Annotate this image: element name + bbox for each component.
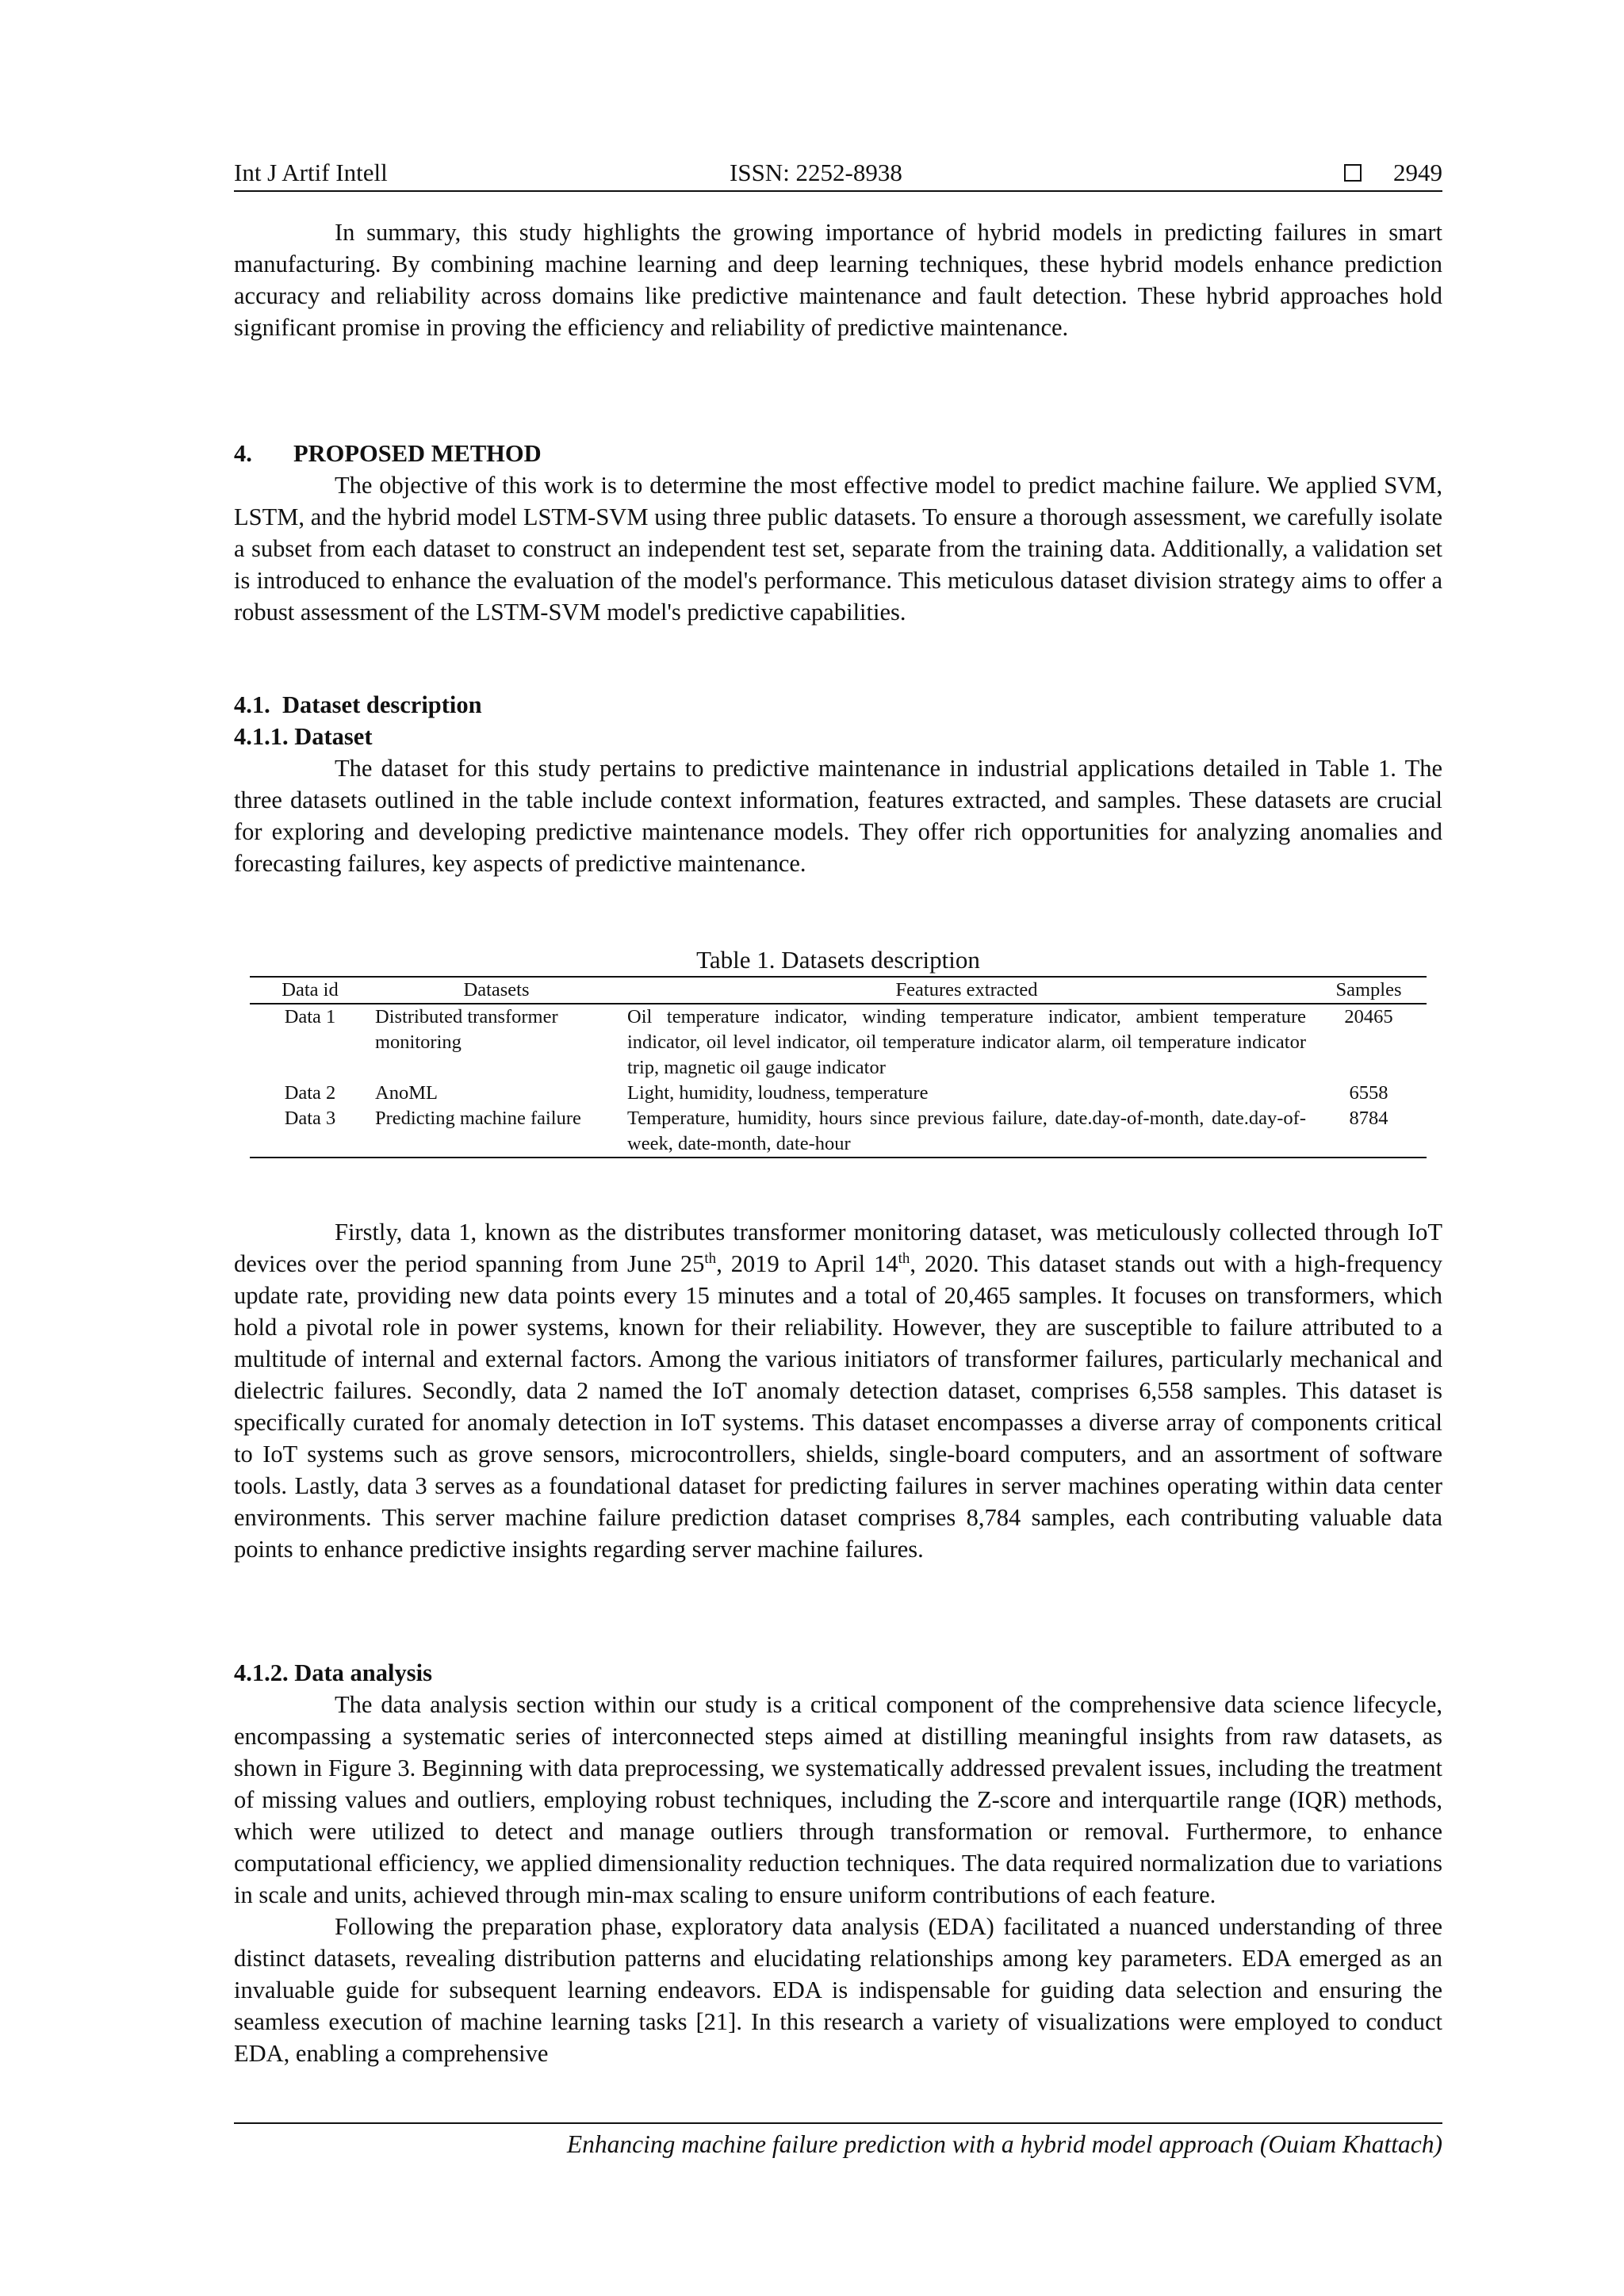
data-id-cell: Data 3 — [250, 1106, 370, 1158]
dataset-cell: AnoML — [375, 1082, 438, 1104]
section-4-1-2-paragraph-1: The data analysis section within our study is a critical component of the comprehensive data science lifecycle, encompassing a systematic series of interconnected steps aimed at distilling meaningful insights from raw datasets, as shown in Figure 3. Beginning with data preprocessing, we systematically addressed prevalent issues, including the treatment of missing values and outliers, employing robust techniques, including the Z-score and interquartile range (IQR) methods, which were utilized to detect and manage outliers through transformation or removal. Furthermore, to enhance computational efficiency, we applied dimensionality reduction techniques. The data required normalization due to variations in scale and units, achieved through min-max scaling to ensure uniform contributions of each feature. — [234, 1691, 1442, 1908]
issn: ISSN: 2252-8938 — [730, 159, 902, 186]
samples-cell: 8784 — [1311, 1106, 1427, 1158]
section-4-paragraph: The objective of this work is to determine the most effective model to predict machine failure. We applied SVM, LSTM, and the hybrid model LSTM-SVM using three public datasets. To ensure a thorough assessment, we carefully isolate a subset from each dataset to construct an independent test set, separate from the training data. Additionally, a validation set is introduced to enhance the evaluation of the model's performance. This meticulous dataset division strategy aims to offer a robust assessment of the LSTM-SVM model's predictive capabilities. — [234, 472, 1442, 626]
dataset-cell: Predicting machine failure — [370, 1106, 622, 1158]
running-footer: Enhancing machine failure prediction with a hybrid model approach (Ouiam Khattach) — [566, 2130, 1442, 2158]
footer-rule — [234, 2122, 1442, 2124]
header-rule — [234, 190, 1442, 192]
section-4-1 — [234, 689, 1442, 879]
column-header: Datasets — [370, 977, 622, 1004]
header-right — [1344, 155, 1442, 190]
page-number: 2949 — [1393, 159, 1442, 186]
table-row — [250, 1081, 1427, 1106]
section-4-1-1-heading: 4.1.1. Dataset — [234, 723, 373, 750]
data-id-cell: Data 2 — [284, 1082, 336, 1104]
section-4-1-2-heading: 4.1.2. Data analysis — [234, 1659, 432, 1686]
table-header-row — [250, 977, 1427, 1004]
running-header — [234, 155, 1442, 190]
datasets-narrative — [234, 1216, 1442, 1565]
column-header: Data id — [250, 977, 370, 1004]
section-4 — [234, 438, 1442, 628]
section-4-1-1-paragraph: The dataset for this study pertains to predictive maintenance in industrial applications detailed in Table 1. The three datasets outlined in the table include context information, features extracted, and samples. These datasets are crucial for exploring and developing predictive maintenance models. They offer rich opportunities for analyzing anomalies and forecasting failures, key aspects of predictive maintenance. — [234, 755, 1442, 877]
data-id-cell: Data 1 — [284, 1006, 336, 1027]
datasets-table — [250, 976, 1427, 1158]
square-box-icon — [1344, 164, 1362, 182]
summary-block — [234, 216, 1442, 343]
table-caption: Table 1. Datasets description — [696, 946, 980, 974]
summary-paragraph: In summary, this study highlights the growing importance of hybrid models in predicting failures in smart manufacturing. By combining machine learning and deep learning techniques, these hybrid models enhance prediction accuracy and reliability across domains like predictive maintenance and fault detection. These hybrid approaches hold significant promise in proving the efficiency and reliability of predictive maintenance. — [234, 219, 1442, 341]
features-cell: Temperature, humidity, hours since previous failure, date.day-of-month, date.day-of-week, date-month, date-hour — [622, 1106, 1311, 1158]
section-4-1-2 — [234, 1657, 1442, 2069]
section-4-heading: 4. PROPOSED METHOD — [234, 440, 542, 467]
section-4-1-heading: 4.1. Dataset description — [234, 691, 482, 718]
column-header: Features extracted — [622, 977, 1311, 1004]
table-row — [250, 1004, 1427, 1081]
column-header: Samples — [1311, 977, 1427, 1004]
samples-cell: 20465 — [1344, 1006, 1393, 1027]
datasets-narrative-paragraph: Firstly, data 1, known as the distributes transformer monitoring dataset, was meticulously collected through IoT devices over the period spanning from June 25th, 2019 to April 14th, 2020. This dataset stands out with a high-frequency update rate, providing new data points every 15 minutes and a total of 20,465 samples. It focuses on transformers, which hold a pivotal role in power systems, known for their reliability. However, they are susceptible to failure attributed to a multitude of internal and external factors. Among the various initiators of transformer failures, particularly mechanical and dielectric failures. Secondly, data 2 named the IoT anomaly detection dataset, comprises 6,558 samples. This dataset is specifically curated for anomaly detection in IoT systems. This dataset encompasses a diverse array of components critical to IoT systems such as grove sensors, microcontrollers, shields, single-board computers, and an assortment of software tools. Lastly, data 3 serves as a foundational dataset for predicting failures in server machines operating within data center environments. This server machine failure prediction dataset comprises 8,784 samples, each contributing valuable data points to enhance predictive insights regarding server machine failures. — [234, 1219, 1442, 1563]
features-cell: Light, humidity, loudness, temperature — [627, 1082, 929, 1104]
samples-cell: 6558 — [1349, 1082, 1388, 1104]
journal-name: Int J Artif Intell — [234, 159, 388, 186]
dataset-cell: Distributed transformer monitoring — [375, 1006, 558, 1053]
features-cell: Oil temperature indicator, winding temperature indicator, ambient temperature indicator, oil level indicator, oil temperature indicator alarm, oil temperature indicator trip, magnetic oil gauge indicator — [627, 1006, 1306, 1078]
table-row — [250, 1106, 1427, 1158]
section-4-1-2-paragraph-2: Following the preparation phase, exploratory data analysis (EDA) facilitated a nuanced understanding of three distinct datasets, revealing distribution patterns and elucidating relationships among key parameters. EDA emerged as an invaluable guide for subsequent learning endeavors. EDA is indispensable for guiding data selection and ensuring the seamless execution of machine learning tasks [21]. In this research a variety of visualizations were employed to conduct EDA, enabling a comprehensive — [234, 1913, 1442, 2067]
